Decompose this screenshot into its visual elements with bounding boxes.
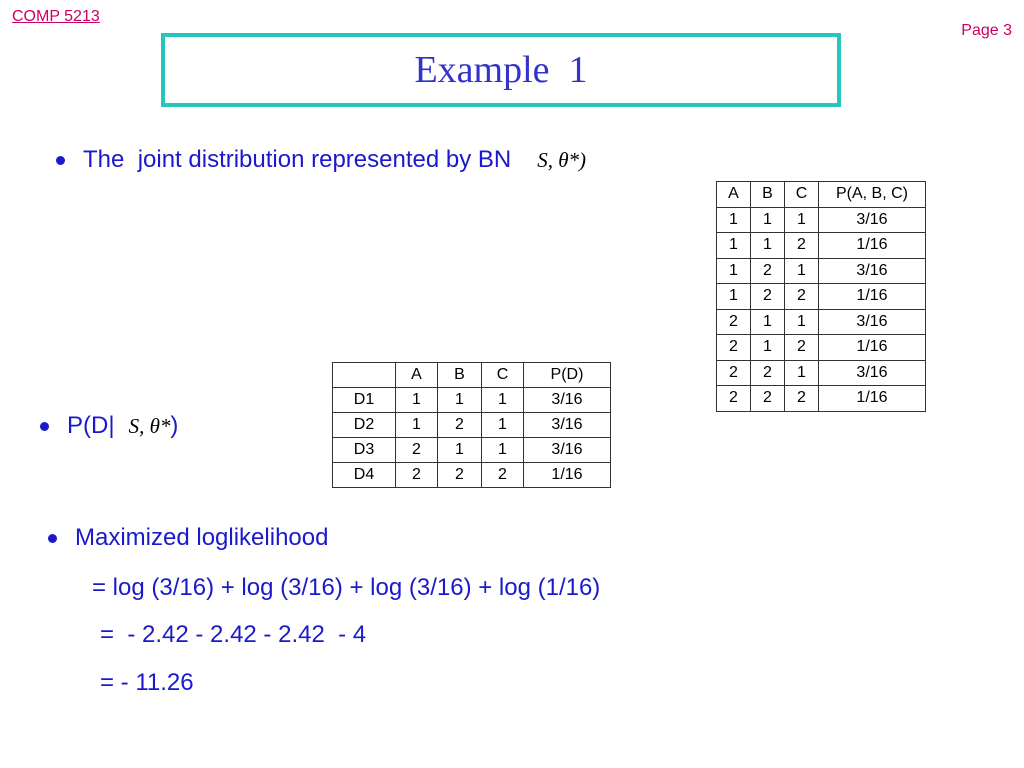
header-cell: C [482, 363, 524, 388]
data-table-row-header [333, 363, 611, 388]
table-cell: 3/16 [524, 413, 611, 438]
table-cell: 3/16 [819, 258, 926, 284]
bullet-loglikelihood [48, 524, 328, 552]
table-cell: 3/16 [819, 309, 926, 335]
data-table-row [333, 463, 611, 488]
data-table-row [333, 413, 611, 438]
table-cell: 2 [751, 360, 785, 386]
table-cell: 1 [717, 233, 751, 259]
bullet-pd-prefix: P(D| [67, 412, 115, 439]
table-cell: 2 [717, 335, 751, 361]
table-cell: 2 [717, 309, 751, 335]
table-cell: 2 [751, 284, 785, 310]
table-cell: 1 [785, 360, 819, 386]
loglikelihood-line-3: = - 11.26 [100, 669, 194, 696]
table-cell: D1 [333, 388, 396, 413]
bullet-joint-math: S, θ*) [537, 147, 587, 172]
table-cell: 1 [438, 388, 482, 413]
table-cell: D2 [333, 413, 396, 438]
table-cell: 1 [717, 258, 751, 284]
table-cell: 2 [396, 438, 438, 463]
table-cell: 1 [751, 309, 785, 335]
table-cell: 3/16 [819, 207, 926, 233]
table-cell: 2 [396, 463, 438, 488]
joint-table-row [717, 335, 926, 361]
bullet-dot-icon [40, 422, 49, 431]
data-table-row [333, 438, 611, 463]
table-cell: 1 [482, 438, 524, 463]
table-cell: 1 [396, 413, 438, 438]
title-box [161, 33, 841, 107]
table-cell: 2 [717, 360, 751, 386]
header-cell: P(A, B, C) [819, 182, 926, 208]
table-cell: 2 [717, 386, 751, 412]
joint-table-row [717, 386, 926, 412]
header-cell: P(D) [524, 363, 611, 388]
table-cell: 2 [438, 413, 482, 438]
loglikelihood-line-2: = - 2.42 - 2.42 - 2.42 - 4 [100, 621, 367, 648]
table-cell: 1 [482, 388, 524, 413]
data-likelihood-table [332, 362, 611, 488]
bullet-pd-math: S, θ* [128, 413, 171, 438]
table-cell: 1/16 [524, 463, 611, 488]
table-cell: 1 [751, 233, 785, 259]
header-cell: A [396, 363, 438, 388]
bullet-pd [40, 412, 178, 440]
header-cell [333, 363, 396, 388]
table-cell: 3/16 [819, 360, 926, 386]
table-cell: 1 [751, 335, 785, 361]
table-cell: 3/16 [524, 438, 611, 463]
table-cell: 1 [482, 413, 524, 438]
table-cell: 2 [785, 335, 819, 361]
table-cell: 2 [751, 386, 785, 412]
table-cell: 1/16 [819, 284, 926, 310]
table-cell: 2 [785, 284, 819, 310]
table-cell: D3 [333, 438, 396, 463]
loglikelihood-heading: Maximized loglikelihood [75, 524, 329, 551]
table-cell: 2 [751, 258, 785, 284]
table-cell: 2 [785, 233, 819, 259]
table-cell: 1/16 [819, 386, 926, 412]
table-cell: D4 [333, 463, 396, 488]
bullet-dot-icon [48, 534, 57, 543]
bullet-joint-distribution [56, 146, 586, 174]
joint-table-row [717, 207, 926, 233]
table-cell: 3/16 [524, 388, 611, 413]
header-cell: C [785, 182, 819, 208]
loglikelihood-line-1: = log (3/16) + log (3/16) + log (3/16) + log (1/16) [92, 574, 601, 601]
table-cell: 2 [785, 386, 819, 412]
table-cell: 1/16 [819, 335, 926, 361]
header-cell: B [751, 182, 785, 208]
table-cell: 2 [482, 463, 524, 488]
joint-table-row [717, 233, 926, 259]
joint-table-row [717, 258, 926, 284]
table-cell: 1 [785, 309, 819, 335]
table-cell: 1/16 [819, 233, 926, 259]
table-cell: 2 [438, 463, 482, 488]
bullet-joint-text: The joint distribution represented by BN [83, 146, 512, 173]
table-cell: 1 [751, 207, 785, 233]
table-cell: 1 [396, 388, 438, 413]
table-cell: 1 [717, 284, 751, 310]
course-link[interactable]: COMP 5213 [12, 8, 100, 25]
bullet-dot-icon [56, 156, 65, 165]
joint-distribution-table [716, 181, 926, 412]
table-cell: 1 [785, 258, 819, 284]
joint-table-row-header [717, 182, 926, 208]
data-table-row [333, 388, 611, 413]
header-cell: A [717, 182, 751, 208]
table-cell: 1 [438, 438, 482, 463]
joint-table-row [717, 284, 926, 310]
table-cell: 1 [717, 207, 751, 233]
table-cell: 1 [785, 207, 819, 233]
slide-title: Example 1 [414, 49, 588, 91]
joint-table-row [717, 309, 926, 335]
joint-table-row [717, 360, 926, 386]
bullet-pd-suffix: ) [170, 412, 179, 439]
page-number: Page 3 [961, 22, 1012, 39]
header-cell: B [438, 363, 482, 388]
